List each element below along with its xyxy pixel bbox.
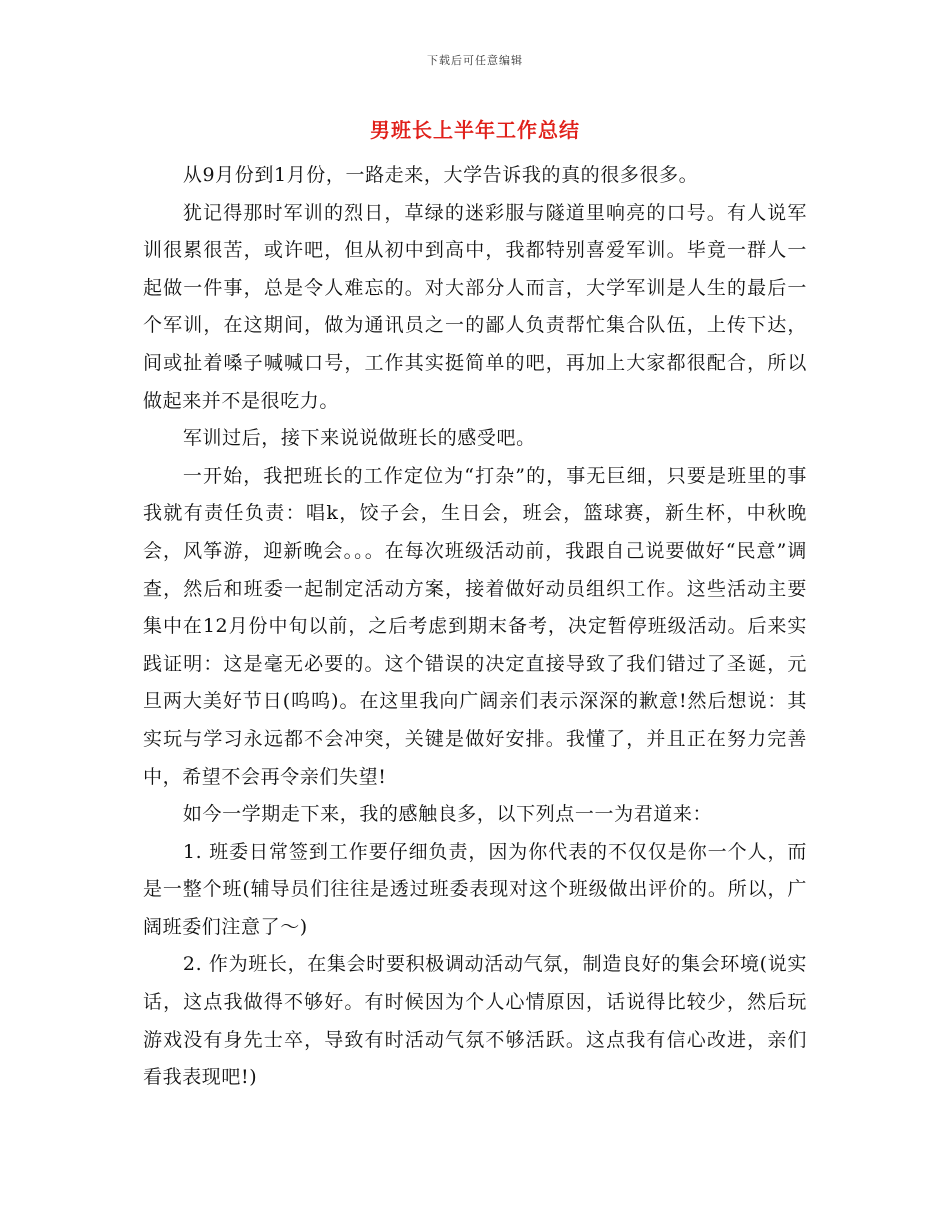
document-title: 男班长上半年工作总结 bbox=[370, 118, 580, 142]
paragraph-military-training: 犹记得那时军训的烈日，草绿的迷彩服与隧道里响亮的口号。有人说军训很累很苦，或许吧，但从初中到高中，我都特别喜爱军训。毕竟一群人一起做一件事，总是令人难忘的。对大部分人而言，大学军训是人生的最后一个军训，在这期间，做为通讯员之一的鄙人负责帮忙集合队伍，上传下达，间或扯着嗓子喊喊口号，工作其实挺简单的吧，再加上大家都很配合，所以做起来并不是很吃力。 bbox=[143, 201, 807, 412]
document-body bbox=[143, 157, 807, 1097]
download-note: 下载后可任意编辑 bbox=[427, 54, 523, 67]
paragraph-transition: 军训过后，接下来说说做班长的感受吧。 bbox=[182, 427, 536, 450]
paragraph-monitor-work: 一开始，我把班长的工作定位为“打杂”的，事无巨细，只要是班里的事我就有责任负责：唱k，饺子会，生日会，班会，篮球赛，新生杯，中秋晚会，风筝游，迎新晚会。。。在每次班级活动前，我跟自己说要做好“民意”调查，然后和班委一起制定活动方案，接着做好动员组织工作。这些活动主要集中在12月份中旬以前，之后考虑到期末备考，决定暂停班级活动。后来实践证明：这是毫无必要的。这个错误的决定直接导致了我们错过了圣诞，元旦两大美好节日(呜呜)。在这里我向广阔亲们表示深深的歉意!然后想说：其实玩与学习永远都不会冲突，关键是做好安排。我懂了，并且正在努力完善中，希望不会再令亲们失望! bbox=[143, 464, 807, 788]
paragraph-intro: 从9月份到1月份，一路走来，大学告诉我的真的很多很多。 bbox=[182, 164, 699, 186]
paragraph-point-1: 1. 班委日常签到工作要仔细负责，因为你代表的不仅仅是你一个人，而是一整个班(辅导员们往往是透过班委表现对这个班级做出评价的。所以，广阔班委们注意了～) bbox=[143, 840, 807, 938]
paragraph-reflection-intro: 如今一学期走下来，我的感触良多，以下列点一一为君道来： bbox=[182, 803, 713, 826]
paragraph-point-2: 2. 作为班长，在集会时要积极调动活动气氛，制造良好的集会环境(说实话，这点我做得不够好。有时候因为个人心情原因，话说得比较少，然后玩游戏没有身先士卒，导致有时活动气氛不够活跃。这点我有信心改进，亲们看我表现吧!) bbox=[143, 953, 807, 1089]
